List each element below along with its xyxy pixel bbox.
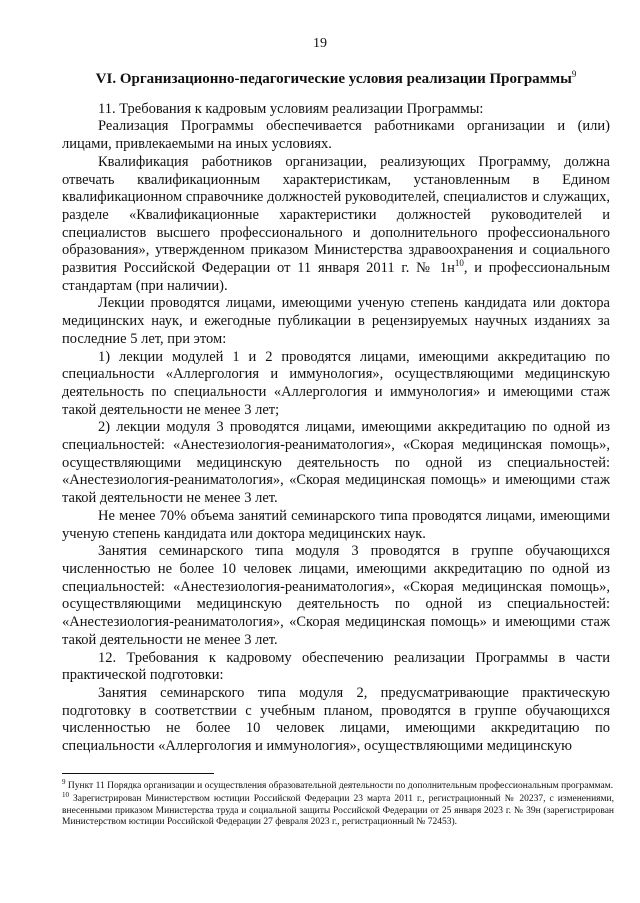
- section-heading: [62, 66, 610, 89]
- footnote-10: [62, 790, 615, 829]
- paragraph-practical-requirements: 12. Требования к кадровому обеспечению реализации Программы в части практической подготовки:: [62, 649, 610, 684]
- paragraph-seminar-module-3: Занятия семинарского типа модуля 3 проводятся в группе обучающихся численностью не более 10 человек лицами, имеющими аккредитацию по одной из специальностей: «Анестезиология-реаниматология», «Скорая медицинская помощь», осуществляющими медицинскую деятельность по одной из специальностей: «Анестезиология-реаниматология», «Скорая медицинская помощь» и имеющими стаж такой деятельности не менее 3 лет.: [62, 543, 610, 648]
- footnote-9-text: Пункт 11 Порядка организации и осуществления образовательной деятельности по дополнительным профессиональным программам.: [67, 781, 614, 791]
- footnote-ref-9: 9: [571, 69, 577, 79]
- footnote-9: [62, 777, 614, 793]
- paragraph-seminar-share: Не менее 70% объема занятий семинарского типа проводятся лицами, имеющими ученую степень кандидата или доктора медицинских наук.: [62, 507, 610, 542]
- section-heading-text: VI. Организационно-педагогические условия реализации Программы: [95, 71, 572, 87]
- qualification-text-end: , и профессиональным стандартам (при наличии).: [62, 260, 610, 294]
- paragraph-program-staffing: Реализация Программы обеспечивается работниками организации и (или) лицами, привлекаемыми на иных условиях.: [62, 118, 610, 153]
- page-body: [62, 66, 610, 756]
- paragraph-staffing-requirements: 11. Требования к кадровым условиям реализации Программы:: [98, 100, 484, 117]
- qualification-text: Квалификация работников организации, реализующих Программу, должна отвечать квалификационным характеристикам, установленным в Едином квалификационном справочнике должностей руководителей, специалистов и служащих, разделе «Квалификационные характеристики должностей руководителей и специалистов высшего профессионального и дополнительного профессионального образования», утвержденном приказом Министерства здравоохранения и социального развития Российской Федерации от 11 января 2011 г. № 1н: [62, 153, 610, 277]
- paragraph-lectures: Лекции проводятся лицами, имеющими ученую степень кандидата или доктора медицинских наук, и ежегодные публикации в рецензируемых научных изданиях за последние 5 лет, при этом:: [62, 295, 610, 347]
- footnote-10-marker: 10: [62, 790, 69, 799]
- footnote-10-text: Зарегистрирован Министерством юстиции Российской Федерации 23 марта 2011 г., регистрационный № 20237, с изменениями, внесенными приказом Министерства труда и социальной защиты Российской Федерации от 25 января 2023 г. № 39н (зарегистрирован Министерством юстиции Российской Федерации 27 февраля 2023 г., регистрационный № 72453).: [62, 793, 615, 828]
- footnote-9-marker: 9: [62, 777, 66, 786]
- paragraph-seminar-module-2: Занятия семинарского типа модуля 2, предусматривающие практическую подготовку в соответствии с учебным планом, проводятся в группе обучающихся численностью не более 10 человек лицами, имеющими аккредитацию по специальности «Аллергология и иммунология», осуществляющими медицинскую: [62, 684, 610, 755]
- page-number: 19: [313, 36, 327, 51]
- paragraph-lectures-module-3: 2) лекции модуля 3 проводятся лицами, имеющими аккредитацию по одной из специальностей: «Анестезиология-реаниматология», «Скорая медицинская помощь», осуществляющими медицинскую деятельность по одной из специальностей: «Анестезиология-реаниматология», «Скорая медицинская помощь» и имеющими стаж такой деятельности не менее 3 лет.: [62, 419, 610, 507]
- footnotes: [62, 777, 615, 830]
- paragraph-lectures-modules-1-2: 1) лекции модулей 1 и 2 проводятся лицами, имеющими аккредитацию по специальности «Аллергология и иммунология», осуществляющими медицинскую деятельность по специальности «Аллергология и иммунология» и имеющими стаж такой деятельности не менее 3 лет;: [62, 348, 610, 418]
- footnote-ref-10: 10: [454, 258, 464, 269]
- paragraph-qualification: [62, 154, 610, 296]
- footnote-divider: [62, 773, 214, 774]
